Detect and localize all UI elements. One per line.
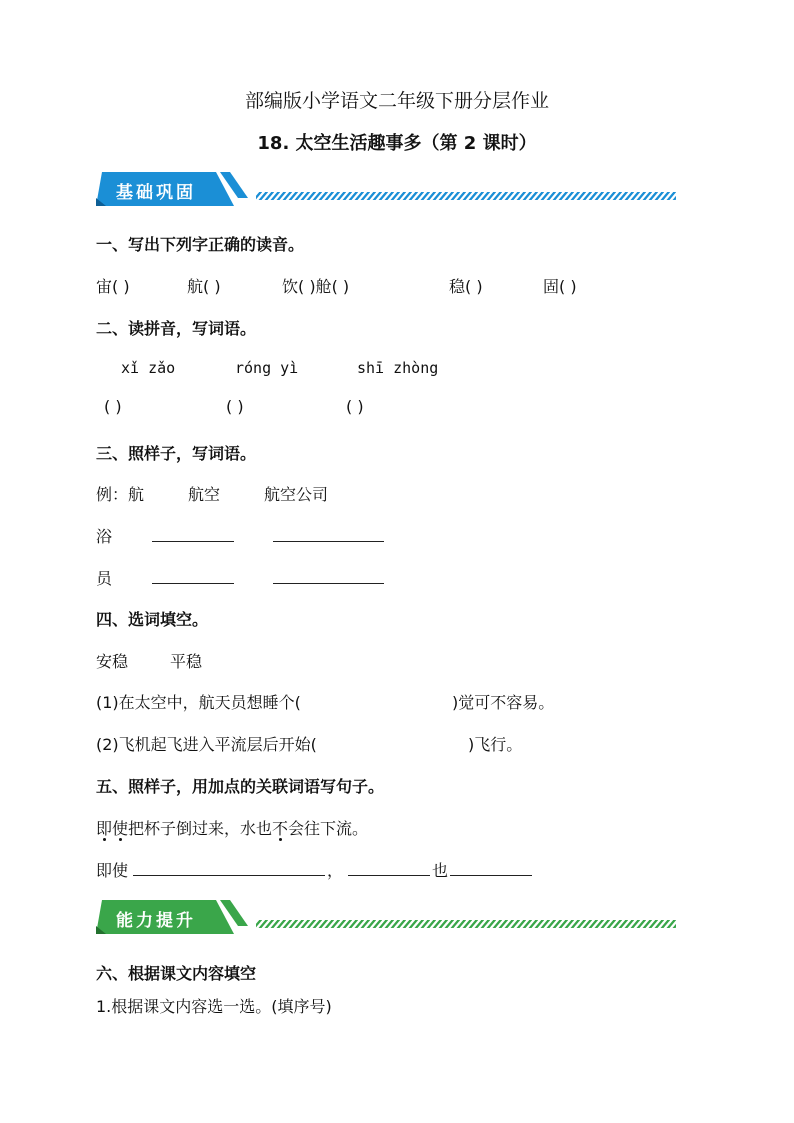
row-char: 员	[96, 569, 113, 588]
example-sentence: 即使把杯子倒过来，水也不会往下流。	[96, 819, 369, 838]
emphasis-dot	[279, 838, 282, 841]
blank-line	[133, 875, 325, 876]
emphasis-dot	[103, 838, 106, 841]
question-6-item-1: 1.根据课文内容选一选。(填序号)	[96, 997, 332, 1016]
emphasis-dot	[119, 838, 122, 841]
sentence-start: 即使	[96, 861, 129, 880]
question-4-heading: 四、选词填空。	[96, 610, 209, 629]
blank-line	[450, 875, 532, 876]
sentence-1-prefix: (1)在太空中，航天员想睡个(	[96, 693, 301, 712]
example-word: 航空	[188, 485, 221, 504]
section-banner-basic	[96, 172, 676, 206]
blank-line	[273, 541, 384, 542]
answer-bracket: ( )	[226, 397, 244, 416]
question-6-heading: 六、根据课文内容填空	[96, 964, 257, 983]
question-1-heading: 一、写出下列字正确的读音。	[96, 235, 305, 254]
question-5-heading: 五、照样子，用加点的关联词语写句子。	[96, 777, 385, 796]
char-item: 固( )	[543, 277, 577, 296]
sentence-2-suffix: )飞行。	[468, 735, 523, 754]
banner-label: 基础巩固	[116, 183, 196, 203]
sentence-1-suffix: )觉可不容易。	[452, 693, 555, 712]
question-3-heading: 三、照样子，写词语。	[96, 444, 257, 463]
document-title: 部编版小学语文二年级下册分层作业	[244, 90, 549, 112]
example-phrase: 航空公司	[264, 485, 329, 504]
pinyin-item: róng yì	[235, 359, 299, 377]
connective: 也	[432, 861, 449, 880]
pinyin-item: xǐ zǎo	[121, 359, 176, 377]
answer-bracket: ( )	[346, 397, 364, 416]
question-2-heading: 二、读拼音，写词语。	[96, 319, 257, 338]
blank-line	[273, 583, 384, 584]
blank-line	[152, 541, 234, 542]
word-option: 安稳	[96, 652, 129, 671]
row-char: 浴	[96, 527, 113, 546]
comma: ，	[327, 861, 344, 880]
char-item: 航( )	[187, 277, 221, 296]
blank-line	[152, 583, 234, 584]
answer-bracket: ( )	[104, 397, 122, 416]
sentence-2-prefix: (2)飞机起飞进入平流层后开始(	[96, 735, 317, 754]
word-option: 平稳	[170, 652, 203, 671]
example-label: 例：航	[96, 485, 145, 504]
banner-label: 能力提升	[116, 911, 196, 931]
pinyin-item: shī zhòng	[357, 359, 439, 377]
char-item: 饮( )舱( )	[282, 277, 350, 296]
char-item: 宙( )	[96, 277, 130, 296]
section-banner-advanced	[96, 900, 676, 934]
lesson-title: 18. 太空生活趣事多（第 2 课时）	[257, 133, 537, 154]
blank-line	[348, 875, 430, 876]
char-item: 稳( )	[449, 277, 483, 296]
